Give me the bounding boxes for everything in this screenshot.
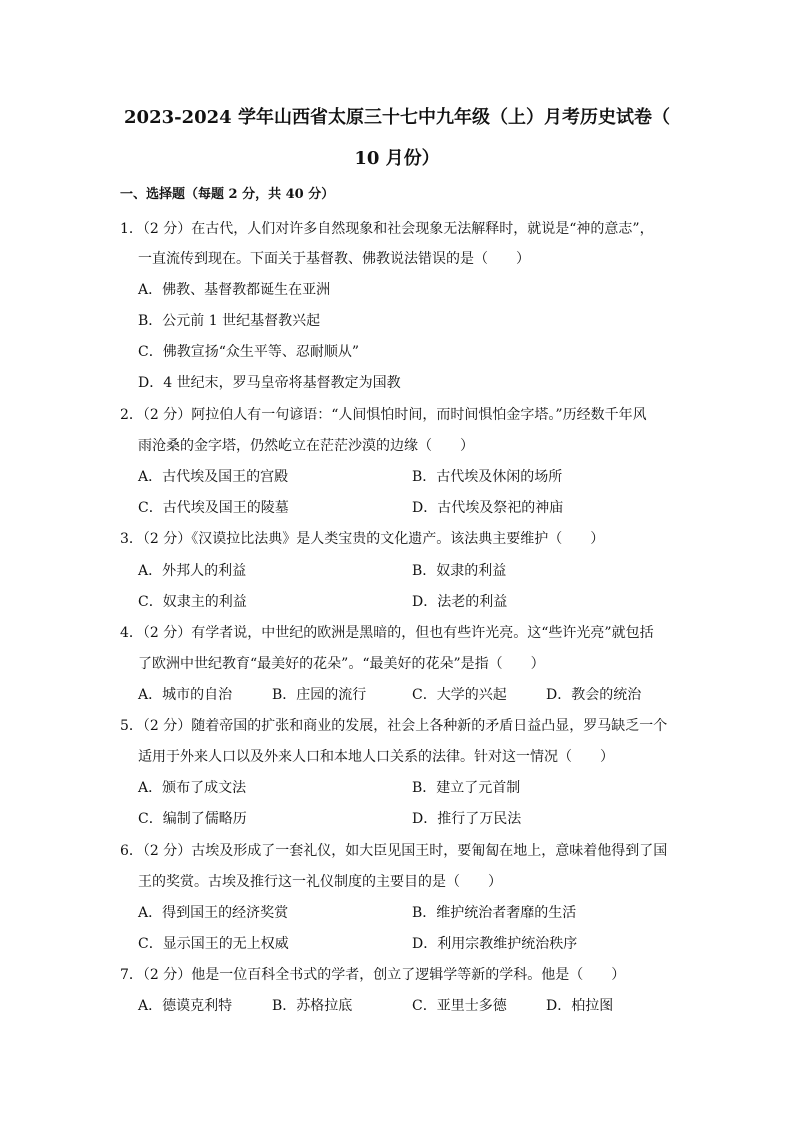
question-6-text: 6．（2 分）古埃及形成了一套礼仪，如大臣见国王时，要匍匐在地上，意味着他得到了国 [120,843,668,859]
question-3-option-b: B．奴隶的利益 [412,563,507,579]
question-6-text-cont: 王的奖赏。古埃及推行这一礼仪制度的主要目的是（ ） [138,874,502,890]
question-1-option-c: C．佛教宣扬“众生平等、忍耐顺从” [138,344,360,360]
question-3-option-a: A．外邦人的利益 [138,563,247,579]
question-2-option-b: B．古代埃及休闲的场所 [412,469,563,485]
page-title-continued: 10 月份） [354,148,440,169]
question-5-text-cont: 适用于外来人口以及外来人口和本地人口关系的法律。针对这一情况（ ） [138,749,614,765]
question-1-text-cont: 一直流传到现在。下面关于基督教、佛教说法错误的是（ ） [138,251,530,267]
question-2-option-d: D．古代埃及祭祀的神庙 [412,500,564,516]
question-4-option-c: C．大学的兴起 [412,687,507,703]
question-4-option-a: A．城市的自治 [138,687,233,703]
section-heading: 一、选择题（每题 2 分，共 40 分） [120,187,335,202]
question-4-text: 4．（2 分）有学者说，中世纪的欧洲是黑暗的，但也有些许光亮。这“些许光亮”就包括 [120,625,654,641]
question-2-option-c: C．古代埃及国王的陵墓 [138,500,289,516]
question-7-option-a: A．德谟克利特 [138,998,233,1014]
question-7-option-c: C．亚里士多德 [412,998,507,1014]
question-1-option-d: D．4 世纪末，罗马皇帝将基督教定为国教 [138,375,401,391]
question-7-text: 7．（2 分）他是一位百科全书式的学者，创立了逻辑学等新的学科。他是（ ） [120,967,626,983]
page-title: 2023-2024 学年山西省太原三十七中九年级（上）月考历史试卷（ [124,107,670,128]
question-5-option-b: B．建立了元首制 [412,780,521,796]
question-6-option-a: A．得到国王的经济奖赏 [138,905,289,921]
question-6-option-b: B．维护统治者奢靡的生活 [412,905,577,921]
question-2-option-a: A．古代埃及国王的宫殿 [138,469,289,485]
question-5-option-a: A．颁布了成文法 [138,780,247,796]
question-3-option-c: C．奴隶主的利益 [138,594,247,610]
question-7-option-d: D．柏拉图 [546,998,614,1014]
question-4-option-b: B．庄园的流行 [272,687,367,703]
question-6-option-c: C．显示国王的无上权威 [138,936,289,952]
question-5-text: 5．（2 分）随着帝国的扩张和商业的发展，社会上各种新的矛盾日益凸显，罗马缺乏一个 [120,718,668,734]
question-2-text: 2．（2 分）阿拉伯人有一句谚语：“人间惧怕时间，而时间惧怕金字塔。”历经数千年风 [120,407,647,423]
question-5-option-d: D．推行了万民法 [412,811,522,827]
question-3-option-d: D．法老的利益 [412,594,508,610]
question-2-text-cont: 雨沧桑的金字塔，仍然屹立在茫茫沙漠的边缘（ ） [138,438,474,454]
question-1-text: 1．（2 分）在古代，人们对许多自然现象和社会现象无法解释时，就说是“神的意志”， [120,221,654,237]
question-3-text: 3．（2 分）《汉谟拉比法典》是人类宝贵的文化遗产。该法典主要维护（ ） [120,531,605,547]
question-5-option-c: C．编制了儒略历 [138,811,247,827]
question-6-option-d: D．利用宗教维护统治秩序 [412,936,578,952]
question-7-option-b: B．苏格拉底 [272,998,353,1014]
question-4-text-cont: 了欧洲中世纪教育“最美好的花朵”。“最美好的花朵”是指（ ） [138,656,545,672]
question-1-option-b: B．公元前 1 世纪基督教兴起 [138,313,321,329]
question-4-option-d: D．教会的统治 [546,687,642,703]
question-1-option-a: A．佛教、基督教都诞生在亚洲 [138,282,331,298]
